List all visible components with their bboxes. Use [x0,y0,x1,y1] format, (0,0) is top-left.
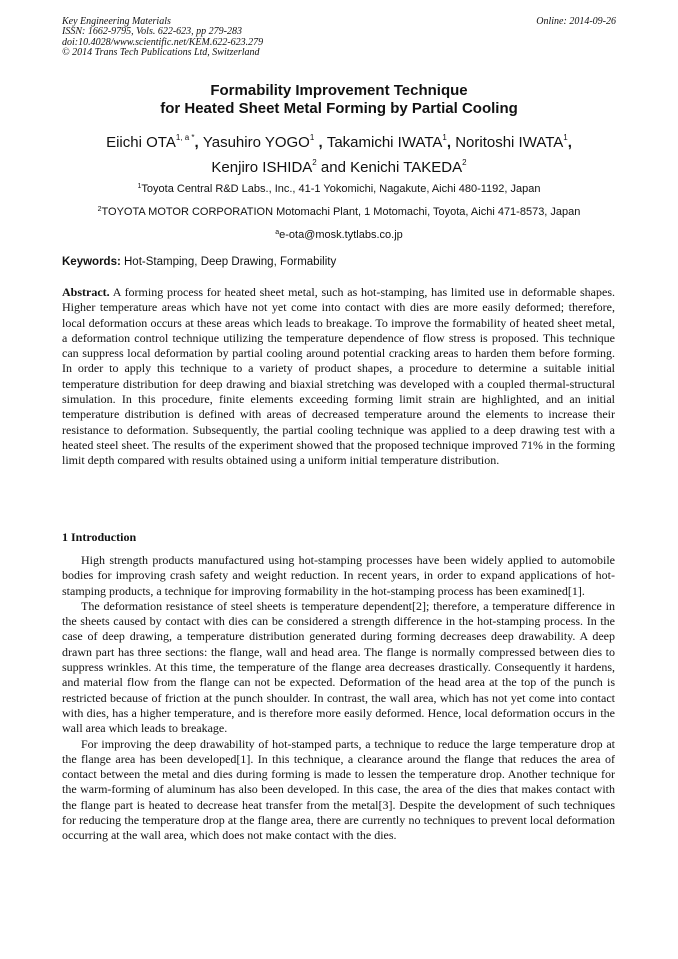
author-sup: 1 [563,133,568,142]
affiliation-text: TOYOTA MOTOR CORPORATION Motomachi Plant, 1 Motomachi, Toyota, Aichi 471-8573, Japan [101,206,581,218]
author-sup: 2 [462,158,467,167]
author-list [30,130,648,180]
journal-doi[interactable]: doi:10.4028/www.scientific.net/KEM.622-623.279 [62,36,264,48]
author-conjunction: and [320,159,346,176]
affiliation-text: Toyota Central R&D Labs., Inc., 41-1 Yokomichi, Nagakute, Aichi 480-1192, Japan [141,183,541,195]
affiliation-1 [30,182,648,196]
abstract-paragraph [62,285,615,469]
email-text[interactable]: e-ota@mosk.tytlabs.co.jp [279,229,403,241]
email-sup: a [275,229,280,236]
journal-copyright: © 2014 Trans Tech Publications Ltd, Switzerland [62,46,260,58]
abstract [62,285,615,469]
introduction-body [62,553,615,844]
author-name: Takamichi IWATA [326,134,443,151]
author-name: Eiichi OTA [106,134,176,151]
author-name: Kenjiro ISHIDA [211,159,313,176]
journal-issn: ISSN: 1662-9795, Vols. 622-623, pp 279-283 [62,26,242,38]
author-sup: 2 [312,158,317,167]
keywords [62,255,618,269]
author-name: Kenichi TAKEDA [350,159,463,176]
paper-title [40,82,638,118]
author-name: Noritoshi IWATA [455,134,564,151]
author-sup: 1, a * [175,133,195,142]
section-heading: 1 Introduction [62,530,137,544]
abstract-label: Abstract. [62,285,110,299]
intro-paragraph-3: For improving the deep drawability of hot-stamped parts, a technique to reduce the large temperature drop at the flange area has been developed[1]. In this technique, a clearance around the flange that reduces the area of contact between the metal and dies during forming is made to lessen the temperature drop. Another technique for the warm-forming of aluminum has also been developed. In this case, the area of the dies that makes contact with the flange part is heated to decrease heat transfer from the metal[3]. Despite the development of such techniques for reducing the temperature drop at the flange area, there are currently no techniques to prevent local deformation occurring at the wall area, which does not make contact with the dies. [62,736,615,843]
title-line-1: Formability Improvement Technique [210,82,468,99]
author-name: Yasuhiro YOGO [202,134,310,151]
author-email [30,228,648,242]
online-date: Online: 2014-09-26 [536,16,616,27]
affiliation-sup: 1 [137,183,142,190]
journal-header [62,17,422,58]
keywords-text: Hot-Stamping, Deep Drawing, Formability [124,256,337,268]
title-line-2: for Heated Sheet Metal Forming by Partial Cooling [160,100,518,117]
affiliation-2 [30,205,648,219]
abstract-text: A forming process for heated sheet metal, such as hot-stamping, has limited use in deformable shapes. Higher temperature areas which have not yet come into contact with dies are more easily deformed; therefore, local deformation occurs at these areas which leads to breakage. To improve the formability of heated sheet metal, a deformation control technique utilizing the temperature dependence of flow stress is proposed. This technique can suppress local deformation by partial cooling around potential cracking areas to harden them before forming. In order to apply this technique to a variety of product shapes, a procedure to determine a suitable initial temperature distribution for deep drawing and biaxial stretching was developed with a coupled thermal-structural simulation. In this procedure, finite elements exceeding forming limit strain are highlighted, and an initial temperature distribution is defined with areas of decreased temperature around the elements to increase their resistance to deformation. Subsequently, the partial cooling technique was applied to a deep drawing test with a heated steel sheet. The results of the experiment showed that the proposed technique improved 71% in the forming limit depth compared with results obtained using a uniform initial temperature distribution. [62,285,615,468]
intro-paragraph-1: High strength products manufactured using hot-stamping processes have been widely applied to automobile bodies for improving crash safety and weight reduction. In recent years, in order to expand applications of hot-stamping products, a technique for improving formability in the hot-stamping process has been examined[1]. [62,553,615,598]
journal-name: Key Engineering Materials [62,16,171,27]
affiliation-sup: 2 [97,206,102,213]
author-sup: 1 [309,133,315,142]
author-sup: 1 [442,133,447,142]
author-line-1: Eiichi $OTA^{1, a *}$, Yasuhiro YOGO$^1$ , Takamichi IWATA$^1$, Noritoshi IWATA$^1$, [106,133,572,151]
author-line-2 [30,155,648,180]
keywords-label: Keywords: [62,256,121,268]
intro-paragraph-2: The deformation resistance of steel sheets is temperature dependent[2]; therefore, a temperature difference in the sheets caused by contact with dies can be considered a strength difference in the hot-stamping process. In the case of deep drawing, a temperature distribution generated during forming decreases deep drawability. A deep drawn part has three sections: the flange, wall and head area. The flange is normally compressed between dies to suppress wrinkles. At this time, the temperature of the flange area decreases drastically. Consequently it hardens, and material flow from the flange can not be expected. Deformation of the head area at the top of the punch is restricted because of friction at the punch shoulder. In contrast, the wall area, which has not yet come into contact with dies, has a higher temperature, and is therefore more easily deformed. Hence, local deformation occurs in the wall area which leads to breakage. [62,598,615,736]
